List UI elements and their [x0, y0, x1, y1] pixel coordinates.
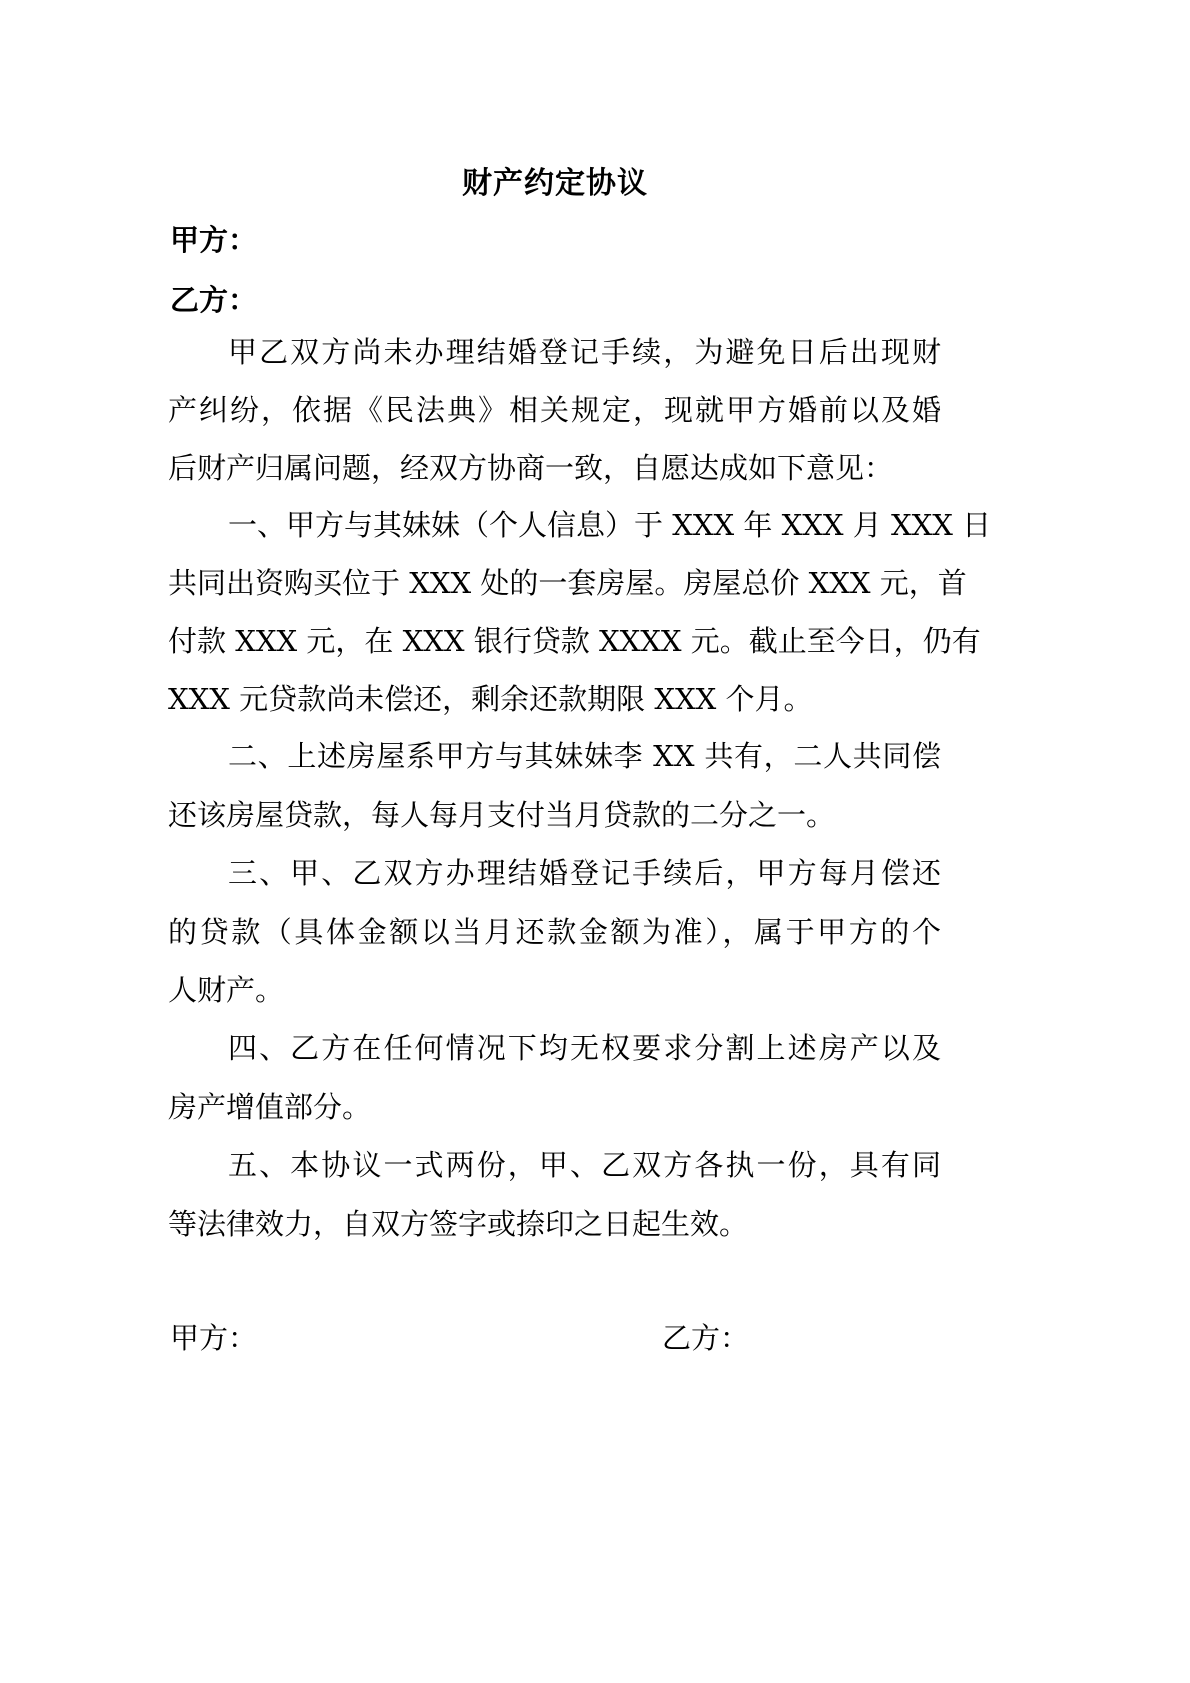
text-line: 后财产归属问题，经双方协商一致，自愿达成如下意见：: [168, 451, 894, 485]
text-line: 四、乙方在任何情况下均无权要求分割上述房产以及: [228, 1031, 941, 1065]
text-line: 还该房屋贷款，每人每月支付当月贷款的二分之一。: [168, 798, 836, 832]
party-a-label: 甲方：: [170, 223, 258, 257]
text-line: 二、上述房屋系甲方与其妹妹李 XX 共有，二人共同偿: [228, 739, 941, 773]
text-line: 甲乙双方尚未办理结婚登记手续，为避免日后出现财: [228, 335, 941, 369]
text-line: 一、甲方与其妹妹（个人信息）于 XXX 年 XXX 月 XXX 日: [228, 508, 992, 542]
text-line: 付款 XXX 元，在 XXX 银行贷款 XXXX 元。截止至今日，仍有: [168, 624, 981, 658]
text-line: 产纠纷，依据《民法典》相关规定，现就甲方婚前以及婚: [168, 393, 941, 427]
text-line: 等法律效力，自双方签字或捺印之日起生效。: [168, 1207, 749, 1241]
text-line: 房产增值部分。: [168, 1090, 372, 1124]
text-line: 共同出资购买位于 XXX 处的一套房屋。房屋总价 XXX 元，首: [168, 566, 967, 600]
text-line: 人财产。: [168, 973, 285, 1007]
document-title: 财产约定协议: [462, 166, 648, 201]
text-line: 五、本协议一式两份，甲、乙双方各执一份，具有同: [228, 1148, 941, 1182]
party-b-label: 乙方：: [170, 283, 258, 317]
signature-party-a: 甲方：: [170, 1321, 258, 1355]
text-line: XXX 元贷款尚未偿还，剩余还款期限 XXX 个月。: [168, 682, 813, 716]
text-line: 的贷款（具体金额以当月还款金额为准），属于甲方的个: [168, 915, 941, 949]
signature-party-b: 乙方：: [662, 1321, 750, 1355]
text-line: 三、甲、乙双方办理结婚登记手续后，甲方每月偿还: [228, 856, 941, 890]
